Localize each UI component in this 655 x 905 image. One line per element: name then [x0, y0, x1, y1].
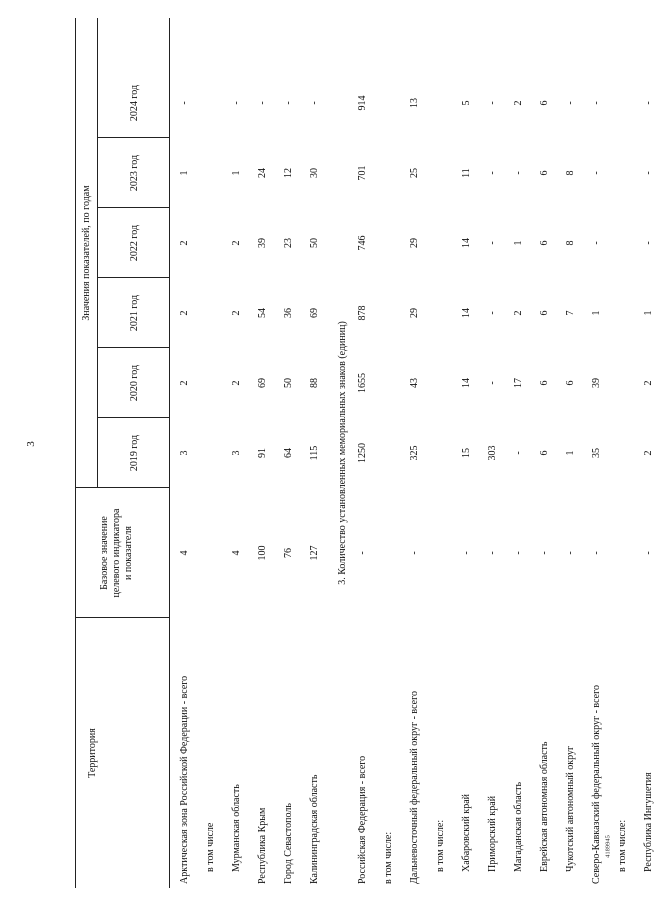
year-value-cell: 29 — [409, 238, 420, 248]
year-header-2023: 2023 год — [129, 154, 140, 192]
document-id: 4189945 — [604, 835, 612, 858]
year-value-cell: 6 — [539, 170, 550, 176]
year-value-cell: 6 — [565, 380, 576, 386]
territory-cell: Чукотский автономный округ — [565, 745, 576, 872]
year-value-cell: 29 — [409, 308, 420, 318]
year-value-cell: 35 — [591, 448, 602, 458]
territory-cell: Магаданская область — [513, 781, 524, 872]
year-value-cell: - — [487, 171, 498, 175]
year-value-cell: - — [643, 241, 654, 245]
year-value-cell: 25 — [409, 168, 420, 178]
territory-cell: Мурманская область — [231, 784, 242, 872]
territory-cell: в том числе: — [383, 831, 394, 884]
base-value-cell: - — [643, 551, 654, 555]
year-value-cell: 2 — [231, 380, 242, 386]
year-value-cell: 2 — [231, 310, 242, 316]
base-value-cell: 100 — [257, 545, 268, 561]
year-value-cell: 701 — [357, 165, 368, 181]
territory-cell: Еврейская автономная область — [539, 741, 550, 872]
year-value-cell: 14 — [461, 238, 472, 248]
base-value-cell: - — [487, 551, 498, 555]
year-value-cell: 8 — [565, 240, 576, 246]
year-value-cell: 69 — [309, 308, 320, 318]
territory-cell: Северо-Кавказский федеральный округ - всего — [591, 685, 602, 884]
year-value-cell: 17 — [513, 378, 524, 388]
year-value-cell: 1 — [565, 450, 576, 456]
territory-cell: Республика Крым — [257, 807, 268, 884]
header-bottom-border — [169, 18, 170, 888]
year-header-2019: 2019 год — [129, 434, 140, 472]
year-value-cell: - — [283, 101, 294, 105]
table-top-border — [75, 18, 76, 888]
year-value-cell: 36 — [283, 308, 294, 318]
year-value-cell: 2 — [179, 380, 190, 386]
year-value-cell: 14 — [461, 308, 472, 318]
year-value-cell: 6 — [539, 450, 550, 456]
year-header-2021: 2021 год — [129, 294, 140, 332]
year-value-cell: 5 — [461, 100, 472, 106]
year-value-cell: 6 — [539, 240, 550, 246]
year-value-cell: 1655 — [357, 373, 368, 393]
year-value-cell: 64 — [283, 448, 294, 458]
year-value-cell: 3 — [179, 450, 190, 456]
year-value-cell: 1250 — [357, 443, 368, 463]
year-value-cell: - — [231, 101, 242, 105]
territory-cell: Калининградская область — [309, 774, 320, 884]
year-header-2020: 2020 год — [129, 364, 140, 402]
section-title: 3. Количество установленных мемориальных знаков (единиц) — [337, 321, 348, 585]
year-value-cell: 12 — [283, 168, 294, 178]
base-value-cell: - — [513, 551, 524, 555]
year-value-cell: 6 — [539, 380, 550, 386]
values-by-year-header: Значения показателей, по годам — [81, 185, 92, 321]
year-value-cell: - — [513, 451, 524, 455]
base-value-cell: - — [461, 551, 472, 555]
year-value-cell: 1 — [179, 170, 190, 176]
year-value-cell: 2 — [513, 100, 524, 106]
year-value-cell: 1 — [591, 310, 602, 316]
year-value-cell: 14 — [461, 378, 472, 388]
year-value-cell: 2 — [231, 240, 242, 246]
territory-cell: Город Севастополь — [283, 803, 294, 884]
year-value-cell: 50 — [283, 378, 294, 388]
year-value-cell: 23 — [283, 238, 294, 248]
year-value-cell: 303 — [487, 445, 498, 461]
year-value-cell: 15 — [461, 448, 472, 458]
territory-cell: в том числе: — [617, 819, 628, 872]
year-value-cell: 91 — [257, 448, 268, 458]
territory-cell: Хабаровский край — [461, 794, 472, 872]
year-value-cell: 2 — [643, 380, 654, 386]
year-value-cell: 13 — [409, 98, 420, 108]
year-value-cell: 54 — [257, 308, 268, 318]
territory-header: Территория — [87, 728, 98, 778]
year-value-cell: 6 — [539, 310, 550, 316]
year-value-cell: 69 — [257, 378, 268, 388]
year-value-cell: - — [591, 171, 602, 175]
year-value-cell: - — [513, 171, 524, 175]
year-value-cell: 878 — [357, 305, 368, 321]
year-value-cell: 11 — [461, 168, 472, 178]
year-value-cell: 39 — [591, 378, 602, 388]
base-value-header-line2: целевого индикатора — [111, 508, 122, 598]
territory-cell: Арктическая зона Российской Федерации - всего — [179, 675, 190, 884]
year-value-cell: - — [643, 171, 654, 175]
year-value-cell: 2 — [513, 310, 524, 316]
year-value-cell: - — [565, 101, 576, 105]
base-value-cell: - — [409, 551, 420, 555]
territory-cell: Российская Федерация - всего — [357, 755, 368, 884]
year-value-cell: 2 — [179, 240, 190, 246]
base-value-header-line3: и показателя — [123, 526, 134, 580]
base-value-cell: - — [591, 551, 602, 555]
year-value-cell: 2 — [179, 310, 190, 316]
year-header-2022: 2022 год — [129, 224, 140, 262]
year-value-cell: 115 — [309, 445, 320, 461]
year-value-cell: 6 — [539, 100, 550, 106]
year-value-cell: 2 — [643, 450, 654, 456]
territory-cell: в том числе — [205, 822, 216, 872]
base-value-cell: 4 — [179, 550, 190, 556]
year-value-cell: 88 — [309, 378, 320, 388]
territory-cell: Дальневосточный федеральный округ - всего — [409, 691, 420, 884]
year-value-cell: 8 — [565, 170, 576, 176]
base-value-cell: 127 — [309, 545, 320, 561]
year-value-cell: - — [257, 101, 268, 105]
year-value-cell: 30 — [309, 168, 320, 178]
year-value-cell: - — [309, 101, 320, 105]
territory-cell: Приморский край — [487, 795, 498, 872]
year-value-cell: 24 — [257, 168, 268, 178]
year-value-cell: - — [643, 101, 654, 105]
year-value-cell: 43 — [409, 378, 420, 388]
page-number: 3 — [25, 441, 37, 447]
year-value-cell: - — [487, 101, 498, 105]
year-value-cell: - — [487, 381, 498, 385]
year-value-cell: 7 — [565, 310, 576, 316]
base-value-cell: 4 — [231, 550, 242, 556]
year-value-cell: 1 — [643, 310, 654, 316]
year-value-cell: 1 — [513, 240, 524, 246]
year-value-cell: 39 — [257, 238, 268, 248]
year-value-cell: - — [591, 241, 602, 245]
territory-cell: Республика Ингушетия — [643, 772, 654, 872]
year-value-cell: 325 — [409, 445, 420, 461]
year-value-cell: 746 — [357, 235, 368, 251]
territory-cell: в том числе: — [435, 819, 446, 872]
base-value-header-line1: Базовое значение — [99, 516, 110, 590]
year-value-cell: 50 — [309, 238, 320, 248]
base-value-cell: - — [357, 551, 368, 555]
year-value-cell: - — [179, 101, 190, 105]
year-value-cell: 914 — [357, 95, 368, 111]
base-value-cell: 76 — [283, 548, 294, 558]
year-value-cell: 1 — [231, 170, 242, 176]
year-value-cell: - — [487, 311, 498, 315]
year-header-2024: 2024 год — [129, 84, 140, 122]
year-value-cell: 3 — [231, 450, 242, 456]
base-value-cell: - — [565, 551, 576, 555]
year-value-cell: - — [487, 241, 498, 245]
base-value-cell: - — [539, 551, 550, 555]
year-value-cell: - — [591, 101, 602, 105]
